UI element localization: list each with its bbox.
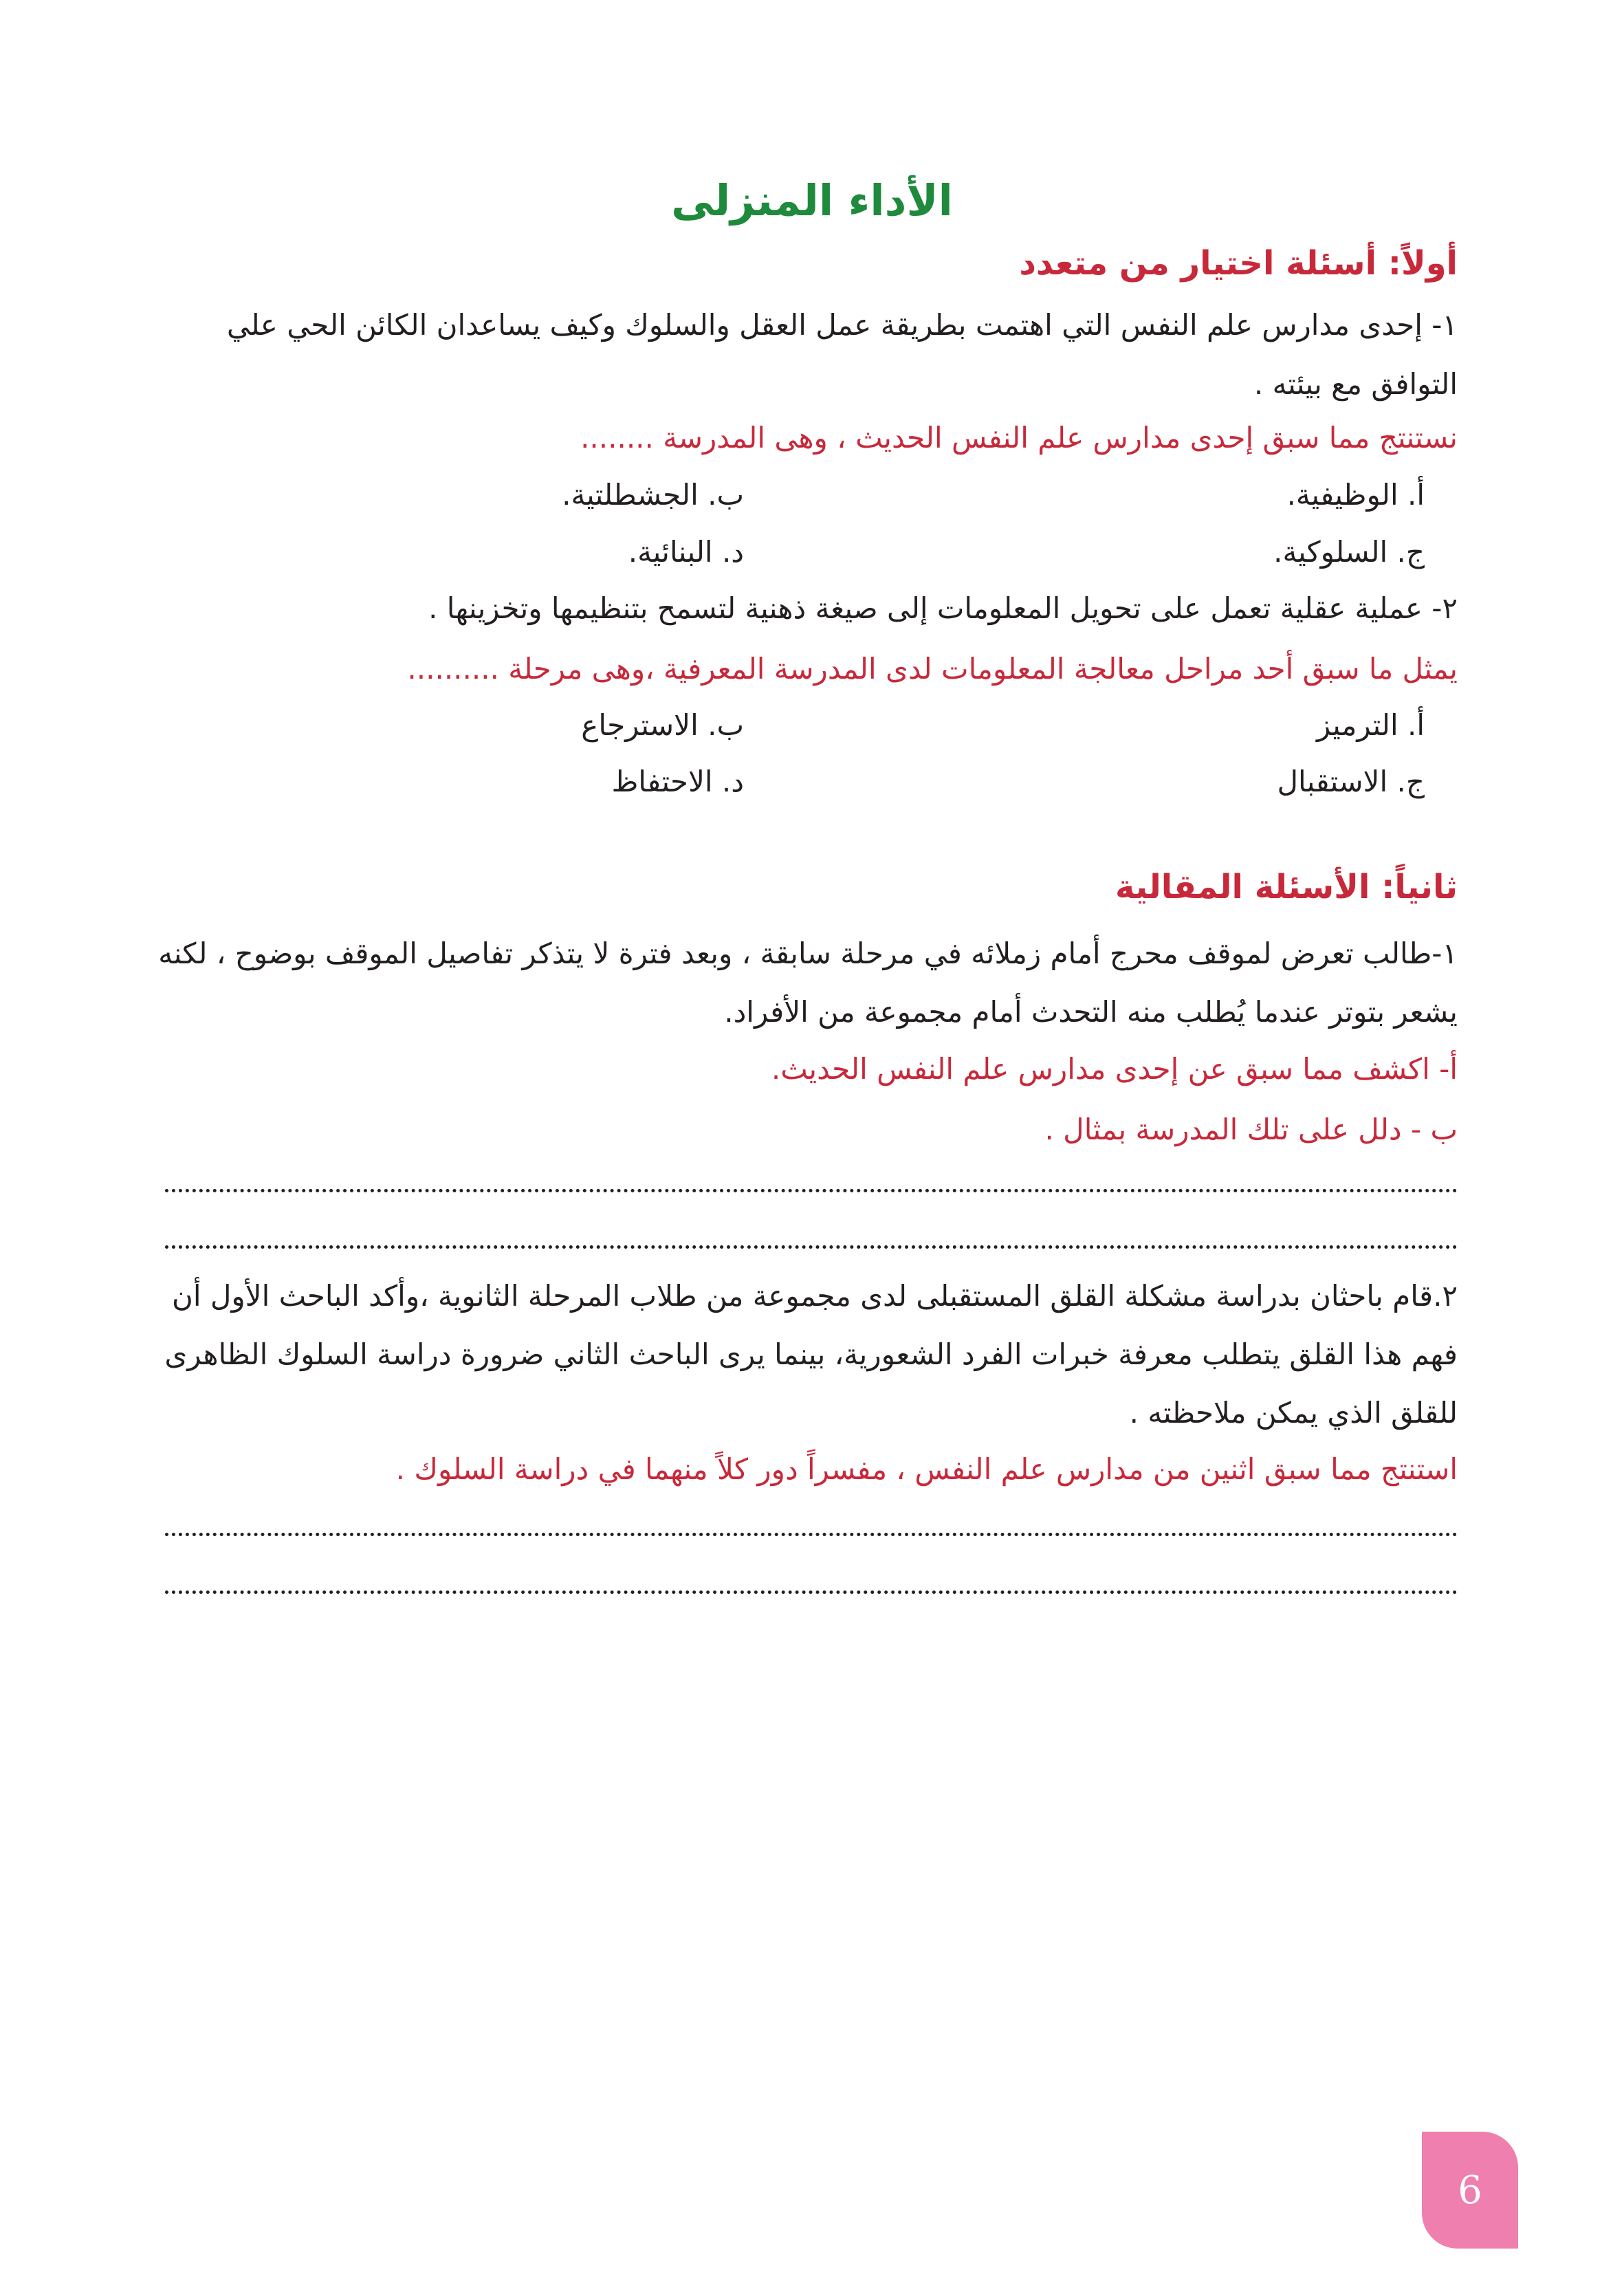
essay2-text-line1: ٢.قام باحثان بدراسة مشكلة القلق المستقبلى لدى مجموعة من طلاب المرحلة الثانوية ،وأكد الباحث الأول أن (172, 1279, 1458, 1313)
q1-text-line2: التوافق مع بيئته . (1253, 367, 1458, 401)
essay1-part-a: أ- اكشف مما سبق عن إحدى مدارس علم النفس الحديث. (771, 1052, 1458, 1086)
page-number-badge (1422, 2132, 1518, 2249)
answer-line-2[interactable] (165, 1245, 1458, 1249)
section1-heading: أولاً: أسئلة اختيار من متعدد (1019, 244, 1458, 283)
essay1-part-b: ب - دلل على تلك المدرسة بمثال . (1044, 1113, 1458, 1146)
page-title: الأداء المنزلى (671, 175, 953, 226)
essay1-text-line1: ١-طالب تعرض لموقف محرج أمام زملائه في مرحلة سابقة ، وبعد فترة لا يتذكر تفاصيل الموقف بوضوح ، لكنه (158, 937, 1458, 970)
q2-option-c[interactable]: ج. الاستقبال (1277, 765, 1425, 798)
essay2-text-line3: للقلق الذي يمكن ملاحظته . (1129, 1396, 1458, 1430)
answer-line-1[interactable] (165, 1189, 1458, 1192)
essay1-text-line2: يشعر بتوتر عندما يُطلب منه التحدث أمام مجموعة من الأفراد. (724, 995, 1458, 1029)
essay2-prompt: استنتج مما سبق اثنين من مدارس علم النفس ، مفسراً دور كلاً منهما في دراسة السلوك . (395, 1452, 1458, 1486)
answer-line-3[interactable] (165, 1533, 1458, 1536)
q2-option-b[interactable]: ب. الاسترجاع (581, 708, 744, 742)
q2-text-line1: ٢- عملية عقلية تعمل على تحويل المعلومات إلى صيغة ذهنية لتسمح بتنظيمها وتخزينها . (428, 591, 1458, 625)
q1-option-a[interactable]: أ. الوظيفية. (1286, 478, 1425, 512)
q1-prompt: نستنتج مما سبق إحدى مدارس علم النفس الحديث ، وهى المدرسة ........ (580, 421, 1458, 455)
answer-line-4[interactable] (165, 1590, 1458, 1594)
q2-prompt: يمثل ما سبق أحد مراحل معالجة المعلومات لدى المدرسة المعرفية ،وهى مرحلة .......... (407, 652, 1458, 686)
q1-option-d[interactable]: د. البنائية. (628, 535, 744, 569)
q2-option-d[interactable]: د. الاحتفاظ (611, 765, 744, 798)
q2-option-a[interactable]: أ. الترميز (1316, 708, 1425, 742)
q1-option-c[interactable]: ج. السلوكية. (1273, 535, 1425, 569)
section2-heading: ثانياً: الأسئلة المقالية (1115, 868, 1458, 906)
page-number: 6 (1458, 2167, 1482, 2213)
q1-text-line1: ١- إحدى مدارس علم النفس التي اهتمت بطريقة عمل العقل والسلوك وكيف يساعدان الكائن الحي علي (226, 308, 1458, 342)
essay2-text-line2: فهم هذا القلق يتطلب معرفة خبرات الفرد الشعورية، بينما يرى الباحث الثاني ضرورة دراسة السلوك الظاهرى (164, 1337, 1458, 1371)
q1-option-b[interactable]: ب. الجشطلتية. (562, 478, 744, 512)
